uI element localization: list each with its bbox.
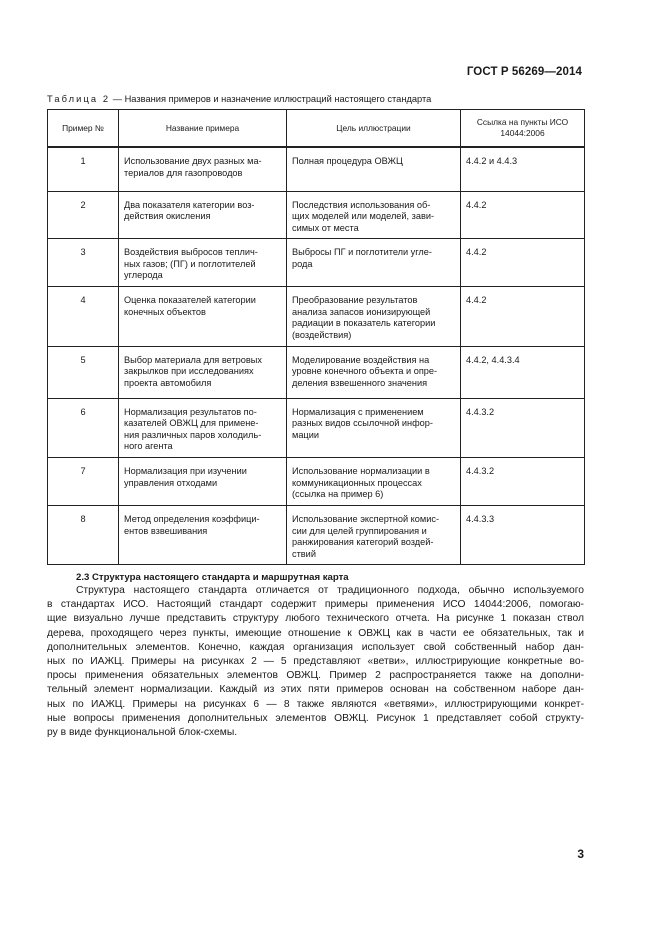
cell-iso-reference: 4.4.2: [461, 287, 585, 346]
cell-example-name-line: проекта автомобиля: [124, 377, 212, 388]
cell-example-number: 7: [48, 458, 119, 506]
paragraph-line: дополнительных элементов. Конечно, каждая организация использует свой собственный набор дан-: [47, 641, 584, 653]
cell-example-name-line: Использование двух разных ма-: [124, 156, 262, 166]
examples-table: [47, 109, 585, 565]
cell-example-name: [119, 147, 287, 191]
cell-example-name: [119, 191, 287, 239]
cell-illustration-goal-line: сии для целей группирования и: [292, 525, 427, 536]
cell-illustration-goal-line: Моделирование воздействия на: [292, 354, 430, 365]
cell-illustration-goal-line: Нормализация с применением: [292, 406, 424, 417]
cell-example-name-line: Выбор материала для ветровых: [124, 354, 262, 365]
table-row: [48, 147, 585, 191]
cell-example-number: 6: [48, 398, 119, 457]
cell-illustration-goal-line: деления взвешенного значения: [292, 377, 428, 388]
cell-example-name-line: Оценка показателей категории: [124, 295, 256, 306]
cell-example-name-line: Воздействия выбросов теплич-: [124, 247, 258, 258]
cell-example-name-line: териалов для газопроводов: [124, 167, 243, 178]
cell-iso-reference: 4.4.2: [461, 191, 585, 239]
cell-illustration-goal-line: (ссылка на пример 6): [292, 489, 384, 500]
cell-illustration-goal-line: Использование нормализации в: [292, 466, 430, 477]
cell-illustration-goal-line: уровне конечного объекта и опре-: [292, 366, 438, 377]
paragraph-line: ных по ИАЖЦ. Примеры на рисунках 2 — 5 представляют «ветви», иллюстрирующие конкретные во-: [47, 656, 584, 668]
cell-example-number: 1: [48, 147, 119, 191]
paragraph-line: тельный элемент нормализации. Каждый из этих пяти примеров основан на собственном наборе дан-: [47, 684, 584, 696]
table-caption: [47, 94, 431, 104]
cell-example-name-line: Нормализация при изучении: [124, 466, 247, 477]
cell-example-name: [119, 458, 287, 506]
paragraph-line: щие визуально лучше представить структуру любого технического отчета. На рисунке 1 показан ствол: [47, 613, 584, 625]
cell-illustration-goal-line: ранжирования категорий воздей-: [292, 537, 434, 548]
table-row: [48, 398, 585, 457]
cell-iso-reference: 4.4.2: [461, 239, 585, 287]
cell-example-number: 8: [48, 506, 119, 565]
cell-illustration-goal-line: ствий: [292, 548, 316, 559]
cell-example-name-line: Метод определения коэффици-: [124, 514, 260, 525]
cell-illustration-goal: [287, 287, 461, 346]
cell-illustration-goal-line: радиации в показатель категории: [292, 318, 436, 329]
table-header-row: [48, 110, 585, 148]
cell-iso-reference: 4.4.3.2: [461, 398, 585, 457]
cell-example-name: [119, 287, 287, 346]
cell-illustration-goal: [287, 506, 461, 565]
cell-example-name-line: Два показателя категории воз-: [124, 199, 255, 210]
table-row: [48, 346, 585, 398]
cell-illustration-goal-line: (воздействия): [292, 330, 352, 341]
cell-example-number: 3: [48, 239, 119, 287]
cell-illustration-goal-line: Выбросы ПГ и поглотители угле-: [292, 247, 432, 258]
table-row: [48, 506, 585, 565]
cell-illustration-goal: [287, 346, 461, 398]
table-caption-prefix: Таблица 2: [47, 94, 111, 104]
column-header-name: Название примера: [119, 110, 287, 148]
cell-example-number: 2: [48, 191, 119, 239]
cell-example-name-line: углерода: [124, 270, 163, 281]
cell-example-name: [119, 398, 287, 457]
cell-illustration-goal-line: анализа запасов ионизирующей: [292, 306, 431, 317]
paragraph-line: Структура настоящего стандарта отличается от традиционного подхода, обычно используемого: [76, 585, 584, 596]
cell-illustration-goal-line: рода: [292, 258, 313, 269]
column-header-goal: Цель иллюстрации: [287, 110, 461, 148]
cell-example-number: 5: [48, 346, 119, 398]
cell-example-name: [119, 506, 287, 565]
cell-example-name-line: ния различных паров холодиль-: [124, 429, 262, 440]
cell-example-number: 4: [48, 287, 119, 346]
cell-iso-reference: 4.4.3.3: [461, 506, 585, 565]
cell-illustration-goal-line: разных видов ссылочной инфор-: [292, 418, 433, 429]
column-header-number: Пример №: [48, 110, 119, 148]
cell-example-name-line: ных газов; (ПГ) и поглотителей: [124, 258, 256, 269]
paragraph-line: ру в виде функциональной блок-схемы.: [47, 727, 238, 739]
cell-illustration-goal: [287, 239, 461, 287]
cell-illustration-goal-line: Последствия использования об-: [292, 199, 431, 210]
table-row: [48, 287, 585, 346]
table-body: [48, 147, 585, 565]
cell-illustration-goal: [287, 458, 461, 506]
document-code: ГОСТ Р 56269—2014: [466, 66, 582, 78]
cell-example-name-line: казателей ОВЖЦ для примене-: [124, 418, 259, 429]
table-row: [48, 458, 585, 506]
cell-iso-reference: 4.4.2 и 4.4.3: [461, 147, 585, 191]
cell-example-name: [119, 239, 287, 287]
cell-illustration-goal-line: Полная процедура ОВЖЦ: [292, 156, 403, 166]
cell-iso-reference: 4.4.2, 4.4.3.4: [461, 346, 585, 398]
paragraph-line: ные вопросы применения дополнительных элементов ОВЖЦ. Рисунок 1 представляет собой структу-: [47, 712, 584, 724]
cell-example-name: [119, 346, 287, 398]
cell-illustration-goal-line: симых от места: [292, 222, 359, 233]
cell-illustration-goal-line: Преобразование результатов: [292, 295, 418, 306]
cell-example-name-line: действия окисления: [124, 211, 211, 222]
cell-example-name-line: ного агента: [124, 441, 173, 452]
column-header-reference: Ссылка на пункты ИСО 14044:2006: [461, 110, 585, 148]
cell-illustration-goal-line: Использование экспертной комис-: [292, 514, 440, 525]
cell-illustration-goal-line: мации: [292, 429, 319, 440]
page-number: 3: [577, 847, 584, 861]
cell-example-name-line: закрылков при исследованиях: [124, 366, 254, 377]
paragraph-line: в стандартах ИСО. Настоящий стандарт содержит примеры применения ИСО 14044:2006, помогаю-: [47, 599, 584, 611]
paragraph-line: ных по ИАЖЦ. Примеры на рисунках 6 — 8 также являются «ветвями», иллюстрирующими конкрет-: [47, 698, 584, 710]
cell-iso-reference: 4.4.3.2: [461, 458, 585, 506]
table-row: [48, 239, 585, 287]
table-row: [48, 191, 585, 239]
cell-illustration-goal: [287, 191, 461, 239]
cell-example-name-line: Нормализация результатов по-: [124, 406, 257, 417]
paragraph-line: дерева, проходящего через пункты, имеющие отношение к ОВЖЦ как в части ее обязательных, так и: [47, 627, 584, 639]
cell-illustration-goal: [287, 147, 461, 191]
cell-illustration-goal-line: щих моделей или моделей, зави-: [292, 211, 435, 222]
paragraph-line: просы применения обязательных элементов ОВЖЦ. Пример 2 распространяется также на дополни-: [47, 670, 584, 682]
cell-example-name-line: ентов взвешивания: [124, 525, 208, 536]
cell-example-name-line: управления отходами: [124, 477, 218, 488]
section-body: [47, 584, 584, 740]
cell-illustration-goal-line: коммуникационных процессах: [292, 477, 422, 488]
cell-example-name-line: конечных объектов: [124, 306, 206, 317]
cell-illustration-goal: [287, 398, 461, 457]
section-title: 2.3 Структура настоящего стандарта и маршрутная карта: [76, 572, 349, 583]
table-caption-text: — Названия примеров и назначение иллюстраций настоящего стандарта: [110, 94, 432, 104]
